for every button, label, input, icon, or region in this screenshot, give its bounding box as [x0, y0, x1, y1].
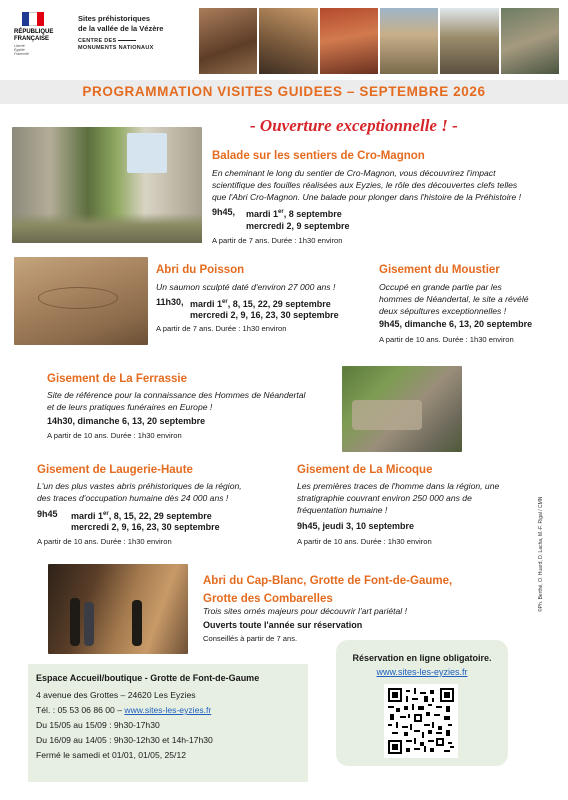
ferrassie-desc-line: et de leurs pratiques funéraires en Europe !: [47, 402, 213, 412]
rf-name-line2: FRANÇAISE: [14, 36, 50, 42]
cmn-line2: MONUMENTS NATIONAUX: [78, 44, 154, 51]
schedule-text: , 8 septembre: [283, 209, 342, 219]
micoque-desc-line: Les premières traces de l'homme dans la région, une: [297, 481, 500, 491]
header-photo: [380, 8, 438, 74]
cromagnon-note: A partir de 7 ans. Durée : 1h30 environ: [212, 236, 343, 245]
rf-motto-1: Liberté: [14, 44, 25, 48]
ferrassie-description: [47, 389, 347, 413]
header-photo: [199, 8, 257, 74]
moustier-desc-line: Occupé en grande partie par les: [379, 282, 502, 292]
poisson-note: A partir de 7 ans. Durée : 1h30 environ: [156, 324, 287, 333]
cromagnon-desc-line: que l'Abri Cro-Magnon. Une balade pour plonger dans l'histoire de la Préhistoire !: [212, 192, 522, 202]
cromagnon-desc-line: scientifique des fouilles réalisées aux Eyzies, le rôle des découvertes clefs telles: [212, 180, 518, 190]
info-tel-line: [36, 703, 306, 718]
micoque-description: [297, 480, 547, 516]
capblanc-title-line: Grotte des Combarelles: [203, 593, 333, 605]
photo-credits: ©Ph. Berthé, O. Huard, D. Lacha, M.-F. Rigal / CMN: [538, 496, 544, 612]
capblanc-note: Conseillés à partir de 7 ans.: [203, 634, 298, 643]
micoque-desc-line: fréquentation humaine !: [297, 505, 388, 515]
ferrassie-note: A partir de 10 ans. Durée : 1h30 environ: [47, 431, 182, 440]
reservation-link-wrap: [336, 667, 508, 677]
capblanc-title-line: Abri du Cap-Blanc, Grotte de Font-de-Gaume,: [203, 575, 453, 587]
cromagnon-schedule-1: [246, 206, 342, 221]
schedule-text: mardi 1: [190, 299, 223, 309]
cromagnon-schedule-2: mercredi 2, 9 septembre: [246, 221, 350, 231]
cromagnon-title: Balade sur les sentiers de Cro-Magnon: [212, 150, 425, 162]
schedule-sup: er: [103, 511, 109, 517]
moustier-desc-line: deux sépultures exceptionnelles !: [379, 306, 507, 316]
cromagnon-desc-line: En cheminant le long du sentier de Cro-Magnon, vous découvrirez l'impact: [212, 168, 496, 178]
info-tel: Tél. : 05 53 06 86 00 –: [36, 705, 125, 715]
site-name-line1: Sites préhistoriques: [78, 14, 151, 23]
info-details: [36, 688, 306, 763]
laugerie-desc-line: des traces d'occupation humaine dès 24 000 ans !: [37, 493, 229, 503]
reservation-title: Réservation en ligne obligatoire.: [352, 653, 492, 663]
moustier-desc-line: hommes de Néandertal, le site a révélé: [379, 294, 529, 304]
cromagnon-photo: [12, 127, 202, 243]
cromagnon-time: 9h45,: [212, 207, 236, 217]
ferrassie-photo: [342, 366, 462, 452]
header-photo: [501, 8, 559, 74]
info-hours-1: Du 15/05 au 15/09 : 9h30-17h30: [36, 720, 160, 730]
poisson-title: Abri du Poisson: [156, 264, 245, 276]
micoque-schedule: 9h45, jeudi 3, 10 septembre: [297, 521, 415, 531]
info-website-link[interactable]: www.sites-les-eyzies.fr: [124, 705, 212, 715]
laugerie-schedule-2: mercredi 2, 9, 16, 23, 30 septembre: [71, 522, 220, 532]
capblanc-title: [203, 572, 452, 608]
rf-name-line1: RÉPUBLIQUE: [14, 29, 54, 35]
laugerie-description: [37, 480, 287, 504]
capblanc-photo: [48, 564, 188, 654]
info-title: Espace Accueil/boutique - Grotte de Font-de-Gaume: [36, 673, 260, 683]
ferrassie-schedule: 14h30, dimanche 6, 13, 20 septembre: [47, 416, 206, 426]
info-address: 4 avenue des Grottes – 24620 Les Eyzies: [36, 690, 196, 700]
poisson-time: 11h30,: [156, 297, 184, 307]
info-closed: Fermé le samedi et 01/01, 01/05, 25/12: [36, 750, 187, 760]
reservation-link[interactable]: www.sites-les-eyzies.fr: [376, 667, 468, 677]
header-photo: [320, 8, 378, 74]
schedule-sup: er: [278, 209, 284, 215]
schedule-text: , 8, 15, 22, 29 septembre: [227, 299, 331, 309]
moustier-schedule: 9h45, dimanche 6, 13, 20 septembre: [379, 319, 533, 329]
micoque-title: Gisement de La Micoque: [297, 464, 433, 476]
laugerie-title: Gisement de Laugerie-Haute: [37, 464, 193, 476]
ferrassie-title: Gisement de La Ferrassie: [47, 373, 187, 385]
info-hours-2: Du 16/09 au 14/05 : 9h30-12h30 et 14h-17h30: [36, 735, 213, 745]
laugerie-time: 9h45: [37, 509, 58, 519]
poisson-photo: [14, 257, 148, 345]
capblanc-schedule: Ouverts toute l'année sur réservation: [203, 620, 363, 630]
moustier-note: A partir de 10 ans. Durée : 1h30 environ: [379, 335, 514, 344]
site-name: [78, 14, 190, 34]
flag-icon: [22, 12, 44, 26]
qr-code-icon[interactable]: [384, 684, 458, 758]
ferrassie-desc-line: Site de référence pour la connaissance des Hommes de Néandertal: [47, 390, 306, 400]
moustier-description: [379, 281, 559, 317]
header-photo-strip: [199, 8, 559, 74]
laugerie-desc-line: L'un des plus vastes abris préhistoriques de la région,: [37, 481, 242, 491]
schedule-text: mardi 1: [71, 511, 104, 521]
header-photo: [259, 8, 317, 74]
cmn-line1: CENTRE DES: [78, 38, 117, 44]
poisson-description: Un saumon sculpté daté d'environ 27 000 ans !: [156, 282, 336, 292]
micoque-desc-line: stratigraphie couvrant environ 250 000 ans de: [297, 493, 472, 503]
capblanc-description: Trois sites ornés majeurs pour découvrir l'art pariétal !: [203, 606, 407, 616]
rf-motto-2: Égalité: [14, 48, 25, 52]
rf-motto-3: Fraternité: [14, 52, 29, 56]
schedule-sup: er: [222, 299, 228, 305]
cmn-logo: [78, 38, 188, 51]
laugerie-note: A partir de 10 ans. Durée : 1h30 environ: [37, 537, 172, 546]
program-title: PROGRAMMATION VISITES GUIDEES – SEPTEMBRE 2026: [82, 84, 486, 99]
republique-francaise-logo: [14, 12, 70, 56]
schedule-text: , 8, 15, 22, 29 septembre: [108, 511, 212, 521]
cromagnon-description: [212, 167, 562, 203]
site-name-line2: de la vallée de la Vézère: [78, 24, 164, 33]
qr-code-graphic: [388, 688, 454, 754]
schedule-text: mardi 1: [246, 209, 279, 219]
ouverture-heading: - Ouverture exceptionnelle ! -: [250, 116, 458, 135]
header-photo: [440, 8, 498, 74]
moustier-title: Gisement du Moustier: [379, 264, 500, 276]
poisson-schedule-2: mercredi 2, 9, 16, 23, 30 septembre: [190, 310, 339, 320]
micoque-note: A partir de 10 ans. Durée : 1h30 environ: [297, 537, 432, 546]
